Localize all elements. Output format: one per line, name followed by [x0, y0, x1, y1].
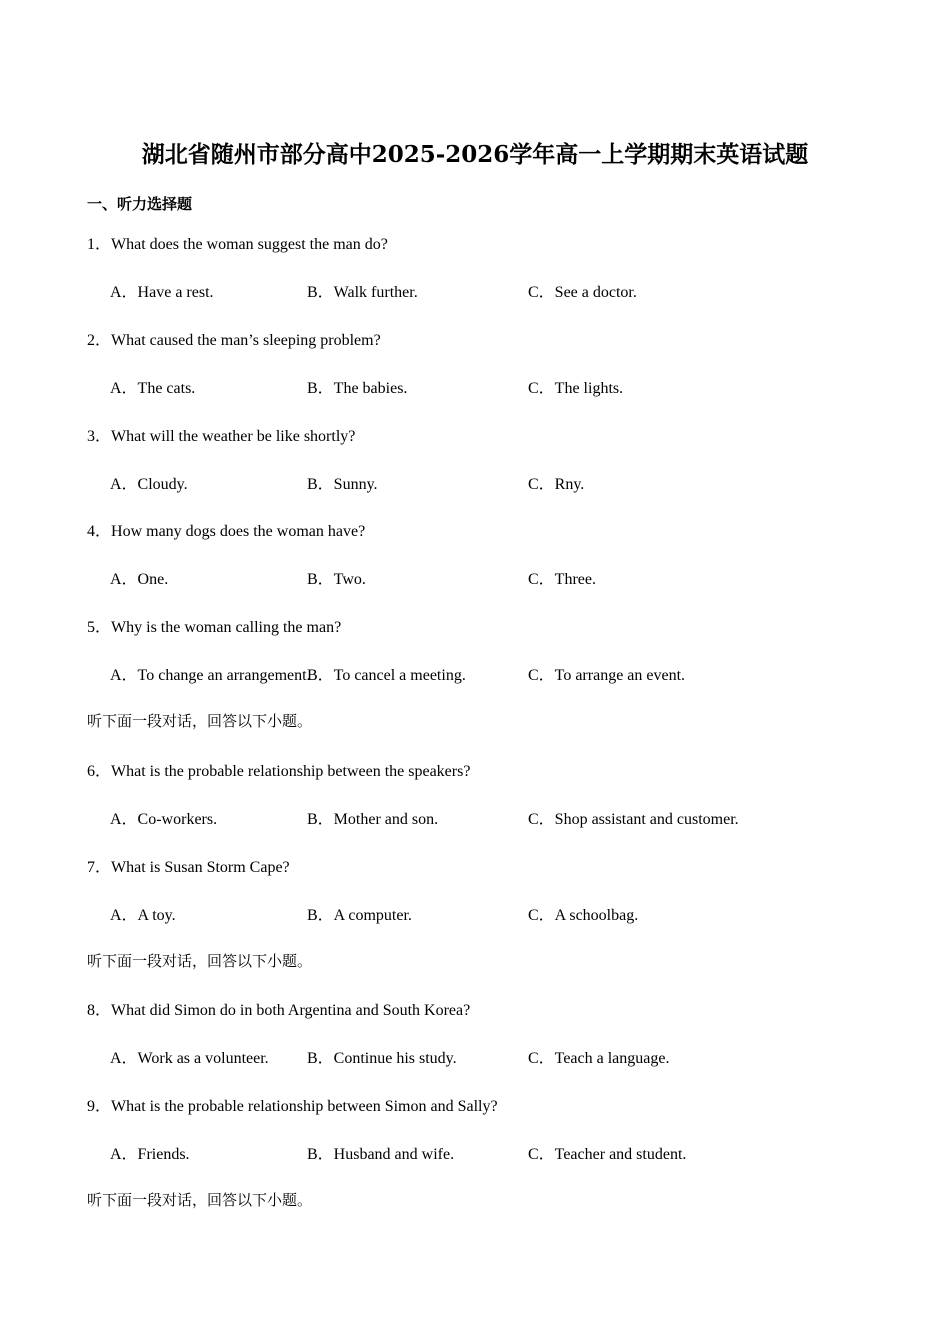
option-b: B．Husband and wife. [307, 1146, 455, 1163]
option-a: A．Co-workers. [110, 811, 218, 828]
option-c: C．See a doctor. [528, 284, 637, 301]
question-text: What is Susan Storm Cape? [111, 859, 290, 876]
question-number: 6． [87, 763, 112, 780]
option-c: C．Three. [528, 571, 596, 588]
option-c: C．Rny. [528, 476, 585, 493]
option-c: C．Shop assistant and customer. [528, 811, 739, 828]
question-text: What is the probable relationship between the speakers? [111, 763, 471, 780]
question-text: How many dogs does the woman have? [111, 523, 366, 540]
question-text: Why is the woman calling the man? [111, 619, 342, 636]
question [87, 231, 388, 254]
option-c: C．Teach a language. [528, 1050, 670, 1067]
option-c: C．Teacher and student. [528, 1146, 687, 1163]
question [87, 327, 381, 350]
question [87, 997, 470, 1020]
option-a: A．The cats. [110, 380, 196, 397]
option-b: B．The babies. [307, 380, 408, 397]
instruction-text: 听下面一段对话，回答以下小题。 [87, 952, 313, 970]
question-text: What did Simon do in both Argentina and South Korea? [111, 1002, 471, 1019]
option-c: C．The lights. [528, 380, 624, 397]
question-number: 3． [87, 428, 112, 445]
option-a: A．Have a rest. [110, 284, 214, 301]
section-heading: 一、听力选择题 [87, 195, 193, 213]
instruction-text: 听下面一段对话，回答以下小题。 [87, 1191, 313, 1209]
page-title: 湖北省随州市部分高中2025-2026学年高一上学期期末英语试题 [141, 141, 809, 168]
option-a: A．To change an arrangement. [110, 667, 311, 684]
question [87, 1093, 498, 1116]
question [87, 614, 341, 637]
option-b: B．Mother and son. [307, 811, 439, 828]
option-b: B．Continue his study. [307, 1050, 457, 1067]
question-number: 4． [87, 523, 112, 540]
question-text: What does the woman suggest the man do? [111, 236, 388, 253]
option-b: B．To cancel a meeting. [307, 667, 466, 684]
option-a: A．Cloudy. [110, 476, 188, 493]
question-text: What caused the man’s sleeping problem? [111, 332, 381, 349]
option-b: B．Sunny. [307, 476, 378, 493]
question-number: 8． [87, 1002, 112, 1019]
question-number: 9． [87, 1098, 112, 1115]
question-number: 2． [87, 332, 112, 349]
question-number: 5． [87, 619, 112, 636]
question [87, 423, 355, 446]
question [87, 518, 365, 541]
question [87, 854, 290, 877]
option-c: C．To arrange an event. [528, 667, 686, 684]
option-b: B．A computer. [307, 907, 412, 924]
option-a: A．Friends. [110, 1146, 190, 1163]
option-a: A．Work as a volunteer. [110, 1050, 269, 1067]
question-text: What will the weather be like shortly? [111, 428, 356, 445]
option-a: A．A toy. [110, 907, 176, 924]
instruction-text: 听下面一段对话，回答以下小题。 [87, 712, 313, 730]
option-b: B．Walk further. [307, 284, 418, 301]
question-number: 1． [87, 236, 112, 253]
question-number: 7． [87, 859, 112, 876]
option-b: B．Two. [307, 571, 366, 588]
question [87, 758, 470, 781]
question-text: What is the probable relationship between Simon and Sally? [111, 1098, 498, 1115]
option-c: C．A schoolbag. [528, 907, 639, 924]
option-a: A．One. [110, 571, 169, 588]
